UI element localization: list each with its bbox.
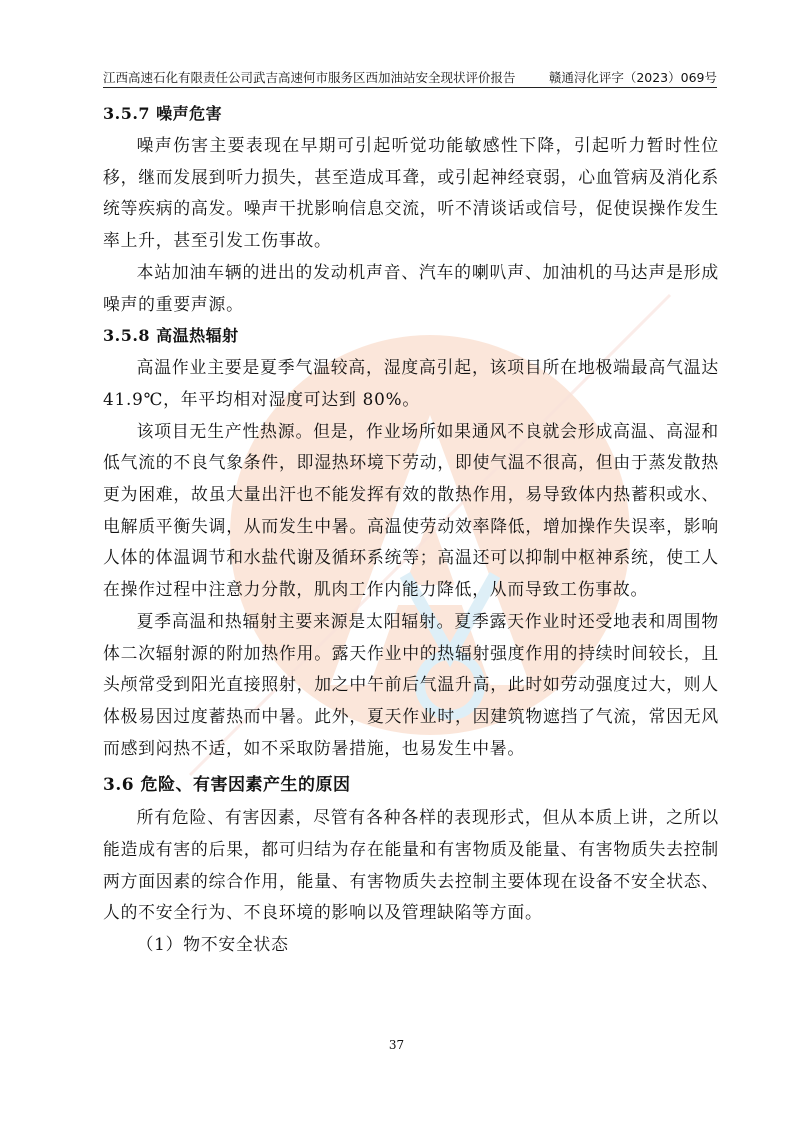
paragraph-noise-1: 噪声伤害主要表现在早期可引起听觉功能敏感性下降，引起听力暂时性位移，继而发展到听力损失，甚至造成耳聋，或引起神经衰弱，心血管病及消化系统等疾病的高发。噪声干扰影响信息交流，听不清谈话或信号，促使误操作发生率上升，甚至引发工伤事故。 — [103, 135, 719, 251]
paragraph-heat-1: 高温作业主要是夏季气温较高，湿度高引起，该项目所在地极端最高气温达 41.9℃，年平均相对湿度可达到 80%。 — [103, 357, 719, 409]
section-heading-3-6: 3.6 危险、有害因素产生的原因 — [103, 775, 351, 796]
header-report-number: 赣通浔化评字（2023）069号 — [548, 70, 717, 85]
header-report-title: 江西高速石化有限责任公司武吉高速何市服务区西加油站安全现状评价报告 — [103, 70, 516, 85]
section-heading-3-5-8: 3.5.8 高温热辐射 — [103, 326, 239, 346]
page-number: 37 — [388, 1038, 405, 1052]
paragraph-heat-2: 该项目无生产性热源。但是，作业场所如果通风不良就会形成高温、高湿和低气流的不良气象条件，即湿热环境下劳动，即使气温不很高，但由于蒸发散热更为困难，故虽大量出汗也不能发挥有效的散热作用，易导致体内热蓄积或水、电解质平衡失调，从而发生中暑。高温使劳动效率降低，增加操作失误率，影响人体的体温调节和水盐代谢及循环系统等；高温还可以抑制中枢神系统，使工人在操作过程中注意力分散，肌肉工作内能力降低，从而导致工伤事故。 — [103, 420, 719, 600]
paragraph-causes-1: 所有危险、有害因素，尽管有各种各样的表现形式，但从本质上讲，之所以能造成有害的后果，都可归结为存在能量和有害物质及能量、有害物质失去控制两方面因素的综合作用，能量、有害物质失去控制主要体现在设备不安全状态、人的不安全行为、不良环境的影响以及管理缺陷等方面。 — [103, 807, 719, 923]
page-header — [103, 64, 717, 86]
paragraph-heat-3: 夏季高温和热辐射主要来源是太阳辐射。夏季露天作业时还受地表和周围物体二次辐射源的附加热作用。露天作业中的热辐射强度作用的持续时间较长，且头颅常受到阳光直接照射，加之中午前后气温升高，此时如劳动强度过大，则人体极易因过度蓄热而中暑。此外，夏天作业时，因建筑物遮挡了气流，常因无风而感到闷热不适，如不采取防暑措施，也易发生中暑。 — [103, 610, 719, 758]
list-item-unsafe-state: （1）物不安全状态 — [136, 934, 289, 955]
section-heading-3-5-7: 3.5.7 噪声危害 — [103, 104, 223, 123]
header-divider — [103, 87, 717, 88]
paragraph-noise-2: 本站加油车辆的进出的发动机声音、汽车的喇叭声、加油机的马达声是形成噪声的重要声源。 — [103, 261, 719, 314]
main-content — [103, 98, 719, 961]
